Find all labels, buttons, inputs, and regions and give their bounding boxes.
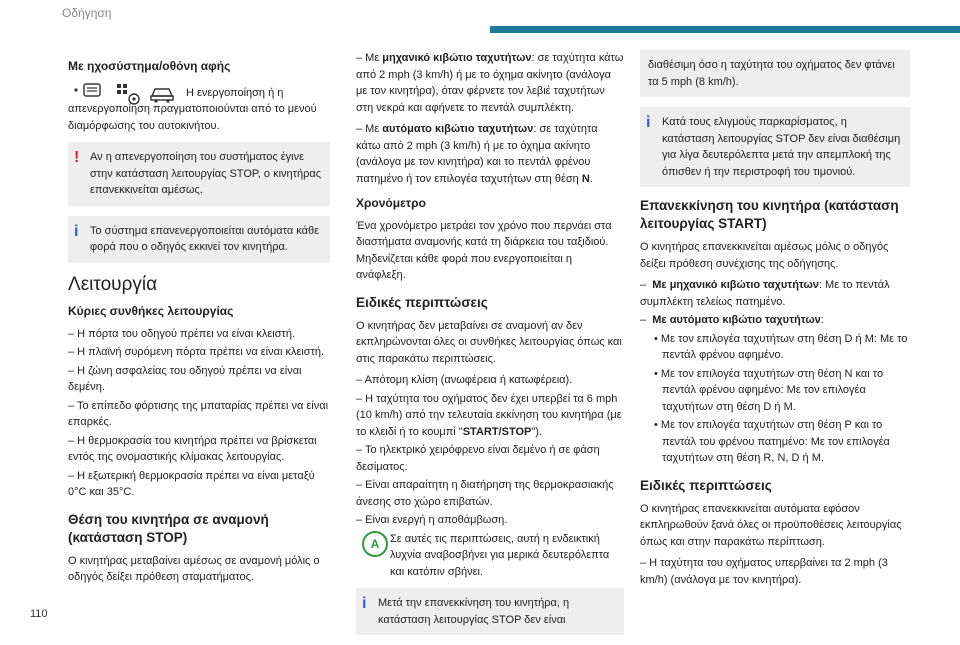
list-item: – Απότομη κλίση (ανωφέρεια ή κατωφέρεια). xyxy=(356,374,573,386)
info-note-reactivation xyxy=(68,216,330,263)
auto-gearbox-item: – Με αυτόματο κιβώτιο ταχυτήτων: σε ταχύτητα κάτω από 2 mph (3 km/h) ή με το όχημα ακίνητο (ανάλογα με τον κινητήρα) και το πεντάλ φρένου πατημένο ή τον επιλογέα ταχυτήτων στη θέση N. xyxy=(356,123,598,185)
list-item: – Η πόρτα του οδηγού πρέπει να είναι κλειστή. xyxy=(68,327,296,340)
column-1 xyxy=(68,50,330,591)
start-stop-label: START/STOP xyxy=(462,425,532,438)
dash: – xyxy=(640,314,647,326)
list-item: – Η θερμοκρασία του κινητήρα πρέπει να βρίσκεται εντός της ονομαστικής κλίμακας λειτουργίας. xyxy=(68,434,317,463)
timer-text: Ένα χρονόμετρο μετράει τον χρόνο που περνάει στα διαστήματα αναμονής κατά τη διάρκεια του ταξιδιού. Μηδενίζεται κάθε φορά που ενεργοποιείται η ανάφλεξη. xyxy=(356,219,612,281)
touch-text: Η ενεργοποίηση ή η απενεργοποίηση πραγματοποιούνται από το μενού διαμόρφωσης του αυτοκινήτου. xyxy=(68,86,317,132)
special-text: Ο κινητήρας επανεκκινείται αυτόματα εφόσον εκπληρωθούν ξανά όλες οι προϋποθέσεις λειτουργίας όπως και στην παρακάτω περίπτωση. xyxy=(640,502,902,548)
indicator-text: Σε αυτές τις περιπτώσεις, αυτή η ενδεικτική λυχνία αναβοσβήνει για μερικά δευτερόλεπτα και κατόπιν σβήνει. xyxy=(390,532,610,578)
auto-lead: Με αυτόματο κιβώτιο ταχυτήτων xyxy=(652,314,821,326)
indicator-note xyxy=(356,531,624,581)
special-intro: Ο κινητήρας δεν μεταβαίνει σε αναμονή αν δεν εκπληρώνονται όλες οι συνθήκες λειτουργίας όπως και στις παρακάτω περιπτώσεις. xyxy=(356,319,622,365)
list-item: – Η πλαϊνή συρόμενη πόρτα πρέπει να είναι κλειστή. xyxy=(68,346,325,358)
list-item xyxy=(640,277,910,310)
sp2-text: – Η ταχύτητα του οχήματος δεν έχει υπερβεί τα 6 mph (10 km/h) από την τελευταία εκκίνηση του κινητήρα (με το κλειδί ή το κουμπί " xyxy=(356,392,622,438)
dash-prefix: – Με xyxy=(356,123,383,135)
colon: : xyxy=(820,314,824,326)
info-note-parking xyxy=(640,107,910,187)
info-text: διαθέσιμη όσο η ταχύτητα του οχήματος δεν φτάνει τα 5 mph (8 km/h). xyxy=(648,59,895,88)
dash-prefix: – Με xyxy=(356,52,383,64)
column-3 xyxy=(640,50,910,590)
info-text: Μετά την επανεκκίνηση του κινητήρα, η κατάσταση λειτουργίας STOP δεν είναι xyxy=(378,597,570,626)
info-text: Κατά τους ελιγμούς παρκαρίσματος, η κατάσταση λειτουργίας STOP δεν είναι διαθέσιμη για λίγα δευτερόλεπτα μετά την απεμπλοκή της όπισθεν ή την περιστροφή του τιμονιού. xyxy=(662,116,901,178)
list-item: – Το επίπεδο φόρτισης της μπαταρίας πρέπει να είναι επαρκές. xyxy=(68,399,329,428)
dash: – xyxy=(640,279,647,291)
column-2 xyxy=(356,50,624,645)
heading-start-mode: Επανεκκίνηση του κινητήρα (κατάσταση λειτουργίας START) xyxy=(640,198,899,231)
auto-text: : σε ταχύτητα κάτω από 2 mph (3 km/h) ή με το όχημα ακίνητο (ανάλογα με τον κινητήρα) και το πεντάλ φρένου πατημένο ή τον επιλογέα ταχυτήτων στη θέση xyxy=(356,123,598,185)
list-item: – Η ζώνη ασφαλείας του οδηγού πρέπει να είναι δεμένη. xyxy=(68,364,302,393)
heading-timer: Χρονόμετρο xyxy=(356,196,426,210)
heading-special-cases: Ειδικές περιπτώσεις xyxy=(356,294,488,310)
info-icon: i xyxy=(74,222,79,240)
list-item: – Η εξωτερική θερμοκρασία πρέπει να είναι μεταξύ 0°C και 35°C. xyxy=(68,469,315,498)
manual-gearbox-item xyxy=(356,50,624,116)
start-stop-indicator-icon: A xyxy=(362,531,388,557)
heading-touchscreen: Με ηχοσύστημα/οθόνη αφής xyxy=(68,59,231,73)
heading-special-cases-2: Ειδικές περιπτώσεις xyxy=(640,477,772,493)
menu-icon xyxy=(68,81,108,103)
warning-icon: ! xyxy=(74,149,80,166)
list-item xyxy=(356,391,624,441)
manual-lead: μηχανικό κιβώτιο ταχυτήτων xyxy=(382,52,532,64)
section-title: Οδήγηση xyxy=(62,6,112,20)
manual-lead: Με μηχανικό κιβώτιο ταχυτήτων xyxy=(652,279,819,291)
info-note-continued xyxy=(640,50,910,97)
info-icon: i xyxy=(646,114,651,131)
list-item: – Το ηλεκτρικό χειρόφρενο είναι δεμένο ή σε φάση δεσίματος. xyxy=(356,444,600,473)
list-item: – Είναι ενεργή η αποθάμβωση. xyxy=(356,514,508,526)
auto-pos: N xyxy=(581,172,590,185)
heading-operation: Λειτουργία xyxy=(68,273,158,295)
warning-note xyxy=(68,142,330,206)
info-note-restart xyxy=(356,588,624,635)
header-accent-bar xyxy=(490,26,960,33)
list-item: – Η ταχύτητα του οχήματος υπερβαίνει τα 2 mph (3 km/h) (ανάλογα με τον κινητήρα). xyxy=(640,557,888,586)
manual-text: : σε ταχύτητα κάτω από 2 mph (3 km/h) ή με το όχημα ακίνητο (ανάλογα με τον κινητήρα), όταν φέρνετε τον λεβιέ ταχυτήτων στη νεκρά και αφήνετε το πεντάλ συμπλέκτη. xyxy=(356,52,624,114)
list-item: – Είναι απαραίτητη η διατήρηση της θερμοκρασιακής άνεσης στο χώρο επιβατών. xyxy=(356,479,614,508)
page-number: 110 xyxy=(30,608,48,620)
start-text: Ο κινητήρας επανεκκινείται αμέσως μόλις ο οδηγός δείξει πρόθεση συνέχισης της οδήγησης. xyxy=(640,241,889,270)
heading-stop-mode: Θέση του κινητήρα σε αναμονή (κατάσταση STOP) xyxy=(68,511,269,545)
manual-text: : Με το πεντάλ συμπλέκτη τελείως πατημένο. xyxy=(640,279,890,308)
info-icon: i xyxy=(362,595,367,612)
warning-text: Αν η απενεργοποίηση του συστήματος έγινε στην κατάσταση λειτουργίας STOP, ο κινητήρας επανεκκινείται αμέσως. xyxy=(90,151,322,196)
list-item xyxy=(640,312,910,329)
bullet-item: • Με τον επιλογέα ταχυτήτων στη θέση P και το πεντάλ του φρένου πατημένο: Με τον επιλογέα ταχυτήτων στη θέση R, N, D ή M. xyxy=(654,419,890,464)
stop-text: Ο κινητήρας μεταβαίνει αμέσως σε αναμονή μόλις ο οδηγός δείξει πρόθεση σταματήματος. xyxy=(68,554,320,583)
auto-lead: αυτόματο κιβώτιο ταχυτήτων xyxy=(382,123,534,135)
bullet-item: • Με τον επιλογέα ταχυτήτων στη θέση N και το πεντάλ φρένου αφημένο: Με τον επιλογέα ταχυτήτων στη θέση D ή M. xyxy=(654,367,884,413)
info-text: Το σύστημα επανενεργοποιείται αυτόματα κάθε φορά που ο οδηγός εκκινεί τον κινητήρα. xyxy=(90,224,319,253)
heading-main-conditions: Κύριες συνθήκες λειτουργίας xyxy=(68,304,234,318)
bullet-item: • Με τον επιλογέα ταχυτήτων στη θέση D ή M: Με το πεντάλ φρένου αφημένο. xyxy=(654,332,908,361)
sp2-end: "). xyxy=(531,425,542,438)
